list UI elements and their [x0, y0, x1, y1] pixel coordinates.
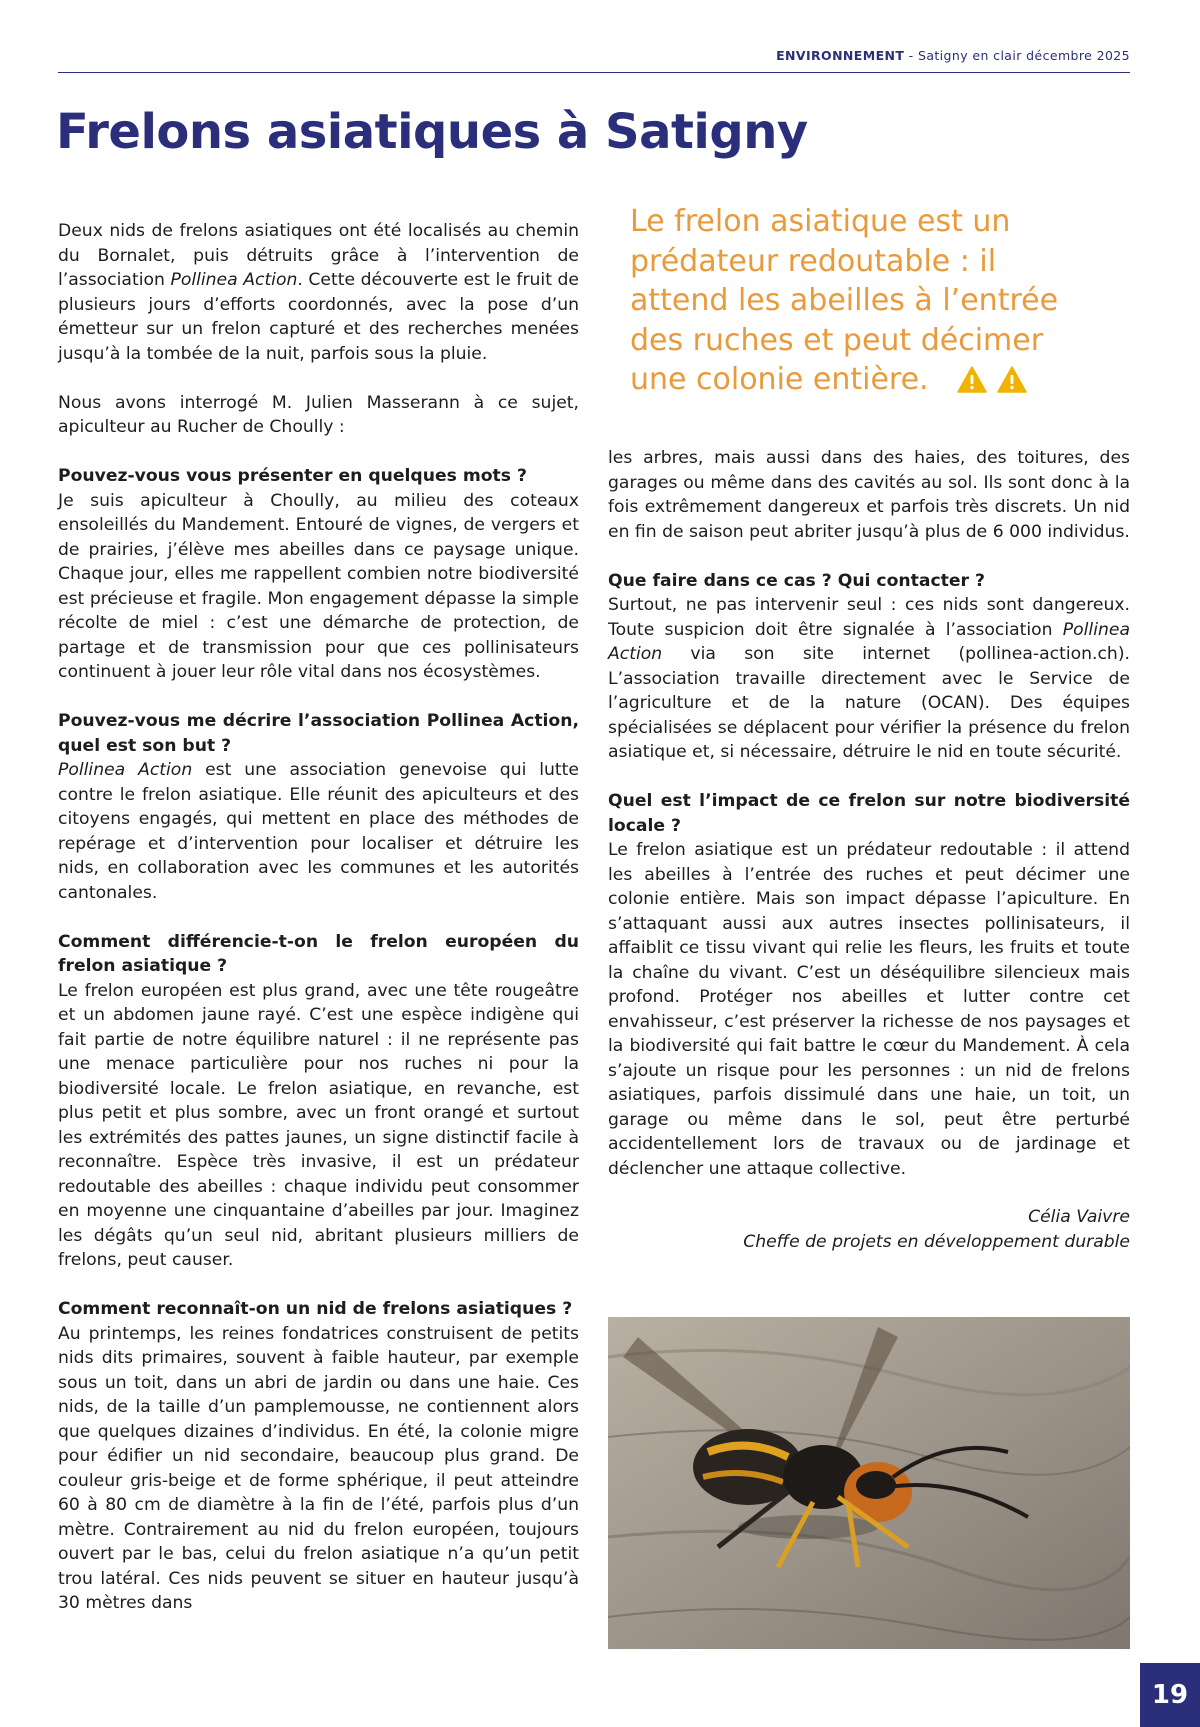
answer: Je suis apiculteur à Choully, au milieu des coteaux ensoleillés du Mandement. Entouré de vignes, de vergers et de prairies, j’élève mes abeilles dans ce paysage unique. Chaque jour, elles me rappellent combien notre biodiversité est précieuse et fragile. Mon engagement dépasse la simple récolte de miel : c’est une démarche de protection, de partage et de transmission pour que ces pollinisateurs continuent à jouer leur rôle vital dans nos écosystèmes. — [58, 490, 579, 682]
answer: Surtout, ne pas intervenir seul : ces nids sont dangereux. Toute suspicion doit être signalée à l’association — [608, 595, 1130, 640]
qa-block — [608, 789, 1130, 1181]
qa-block — [58, 709, 579, 905]
right-column — [608, 446, 1130, 1206]
question: Pouvez-vous vous présenter en quelques mots ? — [58, 466, 527, 486]
association-name: Pollinea Action — [608, 619, 1130, 664]
qa-block — [58, 464, 579, 685]
answer: Le frelon asiatique est un prédateur redoutable : il attend les abeilles à l’entrée des ruches et peut décimer une colonie entière. Mais son impact dépasse l’apiculture. En s’attaquant aussi aux autres insectes pollinisateurs, il affaiblit ce tissu vivant qui relie les fleurs, les fruits et toute la chaîne du vivant. C’est un déséquilibre silencieux mais profond. Protéger nos abeilles et lutter contre cet envahisseur, c’est préserver la richesse de nos paysages et la biodiversité qui fait battre le cœur du Mandement. À cela s’ajoute un risque pour les personnes : un nid de frelons asiatiques, parfois dissimulé dans une haie, un toit, un garage ou même dans le sol, peut être perturbé accidentellement lors de travaux ou de jardinage et déclencher une attaque collective. — [608, 840, 1130, 1179]
left-column — [58, 219, 579, 1640]
question: Comment reconnaît-on un nid de frelons asiatiques ? — [58, 1299, 573, 1319]
warning-icon — [957, 366, 987, 393]
hornet-photo — [608, 1317, 1130, 1649]
header-publication: Satigny en clair décembre 2025 — [917, 48, 1130, 63]
warning-icons — [957, 364, 1037, 404]
author-role: Cheffe de projets en développement durable — [743, 1231, 1130, 1252]
answer-continued: les arbres, mais aussi dans des haies, des toitures, des garages ou même dans des cavités au sol. Ils sont donc à la fois extrêmement dangereux et parfois très discrets. Un nid en fin de saison peut abriter jusqu’à plus de 6 000 individus. — [608, 448, 1130, 542]
hornet-illustration — [608, 1317, 1130, 1649]
header-separator: - — [904, 48, 918, 63]
author-name: Célia Vaivre — [1028, 1207, 1130, 1227]
association-name: Pollinea Action — [58, 760, 193, 780]
answer: Le frelon européen est plus grand, avec une tête rougeâtre et un abdomen jaune rayé. C’est une espèce indigène qui fait partie de notre équilibre naturel : il ne représente pas une menace particulière pour nos ruches ni pour la biodiversité locale. Le frelon asiatique, en revanche, est plus petit et plus sombre, avec un front orangé et surtout les extrémités des pattes jaunes, un signe distinctif facile à reconnaître. Espèce très invasive, il est un prédateur redoutable des abeilles : chaque individu peut consommer en moyenne une cinquantaine d’abeilles par jour. Imaginez les dégâts qu’un seul nid, abritant plusieurs milliers de frelons, peut causer. — [58, 980, 579, 1270]
answer-continued: via son site internet (pollinea-action.ch). L’association travaille directement avec le Service de l’agriculture et de la nature (OCAN). Des équipes spécialisées se déplacent pour vérifier la présence du frelon asiatique et, si nécessaire, détruire le nid en toute sécurité. — [608, 644, 1130, 762]
qa-block — [58, 930, 579, 1273]
answer: est une association genevoise qui lutte contre le frelon asiatique. Elle réunit des apiculteurs et des citoyens engagés, qui mettent en place des méthodes de repérage et d’intervention pour localiser et détruire les nids, en collaboration avec les communes et les autorités cantonales. — [58, 760, 579, 903]
intro-text-continued: . Cette découverte est le fruit de plusieurs jours d’efforts coordonnés, avec la pose d’un émetteur sur un frelon capturé et des recherches menées jusqu’à la tombée de la nuit, parfois sous la pluie. — [58, 270, 579, 364]
interview-intro: Nous avons interrogé M. Julien Masserann à ce sujet, apiculteur au Rucher de Choully : — [58, 392, 579, 437]
question: Comment différencie-t-on le frelon européen du frelon asiatique ? — [58, 931, 579, 976]
header-divider — [58, 72, 1130, 73]
question: Quel est l’impact de ce frelon sur notre biodiversité locale ? — [608, 791, 1130, 836]
answer: Au printemps, les reines fondatrices construisent de petits nids dits primaires, souvent à faible hauteur, par exemple sous un toit, dans un abri de jardin ou dans une haie. Ces nids, de la taille d’un pamplemousse, ne contiennent alors que quelques dizaines d’individus. En été, la colonie migre pour édifier un nid secondaire, beaucoup plus grand. De couleur gris-beige et de forme sphérique, il peut atteindre 60 à 80 cm de diamètre à la fin de l’été, parfois plus d’un mètre. Contrairement au nid du frelon européen, toujours ouvert par le bas, celui du frelon asiatique n’a qu’un petit trou latéral. Ces nids peuvent se situer en hauteur jusqu’à 30 mètres dans — [58, 1323, 579, 1613]
intro-paragraph — [58, 219, 579, 366]
header-section: ENVIRONNEMENT — [776, 48, 905, 63]
article-title: Frelons asiatiques à Satigny — [56, 104, 808, 160]
page-number: 19 — [1140, 1663, 1200, 1727]
signature — [608, 1205, 1130, 1254]
intro-text: Deux nids de frelons asiatiques ont été localisés au chemin du Bornalet, puis détruits grâce à l’intervention de l’association — [58, 221, 579, 290]
association-name: Pollinea Action — [170, 270, 298, 290]
pull-quote-text: Le frelon asiatique est un prédateur redoutable : il attend les abeilles à l’entrée des ruches et peut décimer une colonie entière. — [630, 204, 1059, 397]
question: Que faire dans ce cas ? Qui contacter ? — [608, 570, 985, 591]
page-header — [58, 48, 1130, 63]
qa-block — [608, 569, 1130, 765]
question: Pouvez-vous me décrire l’association Pollinea Action, quel est son but ? — [58, 711, 579, 756]
pull-quote — [630, 202, 1100, 404]
warning-icon — [997, 366, 1027, 393]
qa-block — [58, 1297, 579, 1616]
